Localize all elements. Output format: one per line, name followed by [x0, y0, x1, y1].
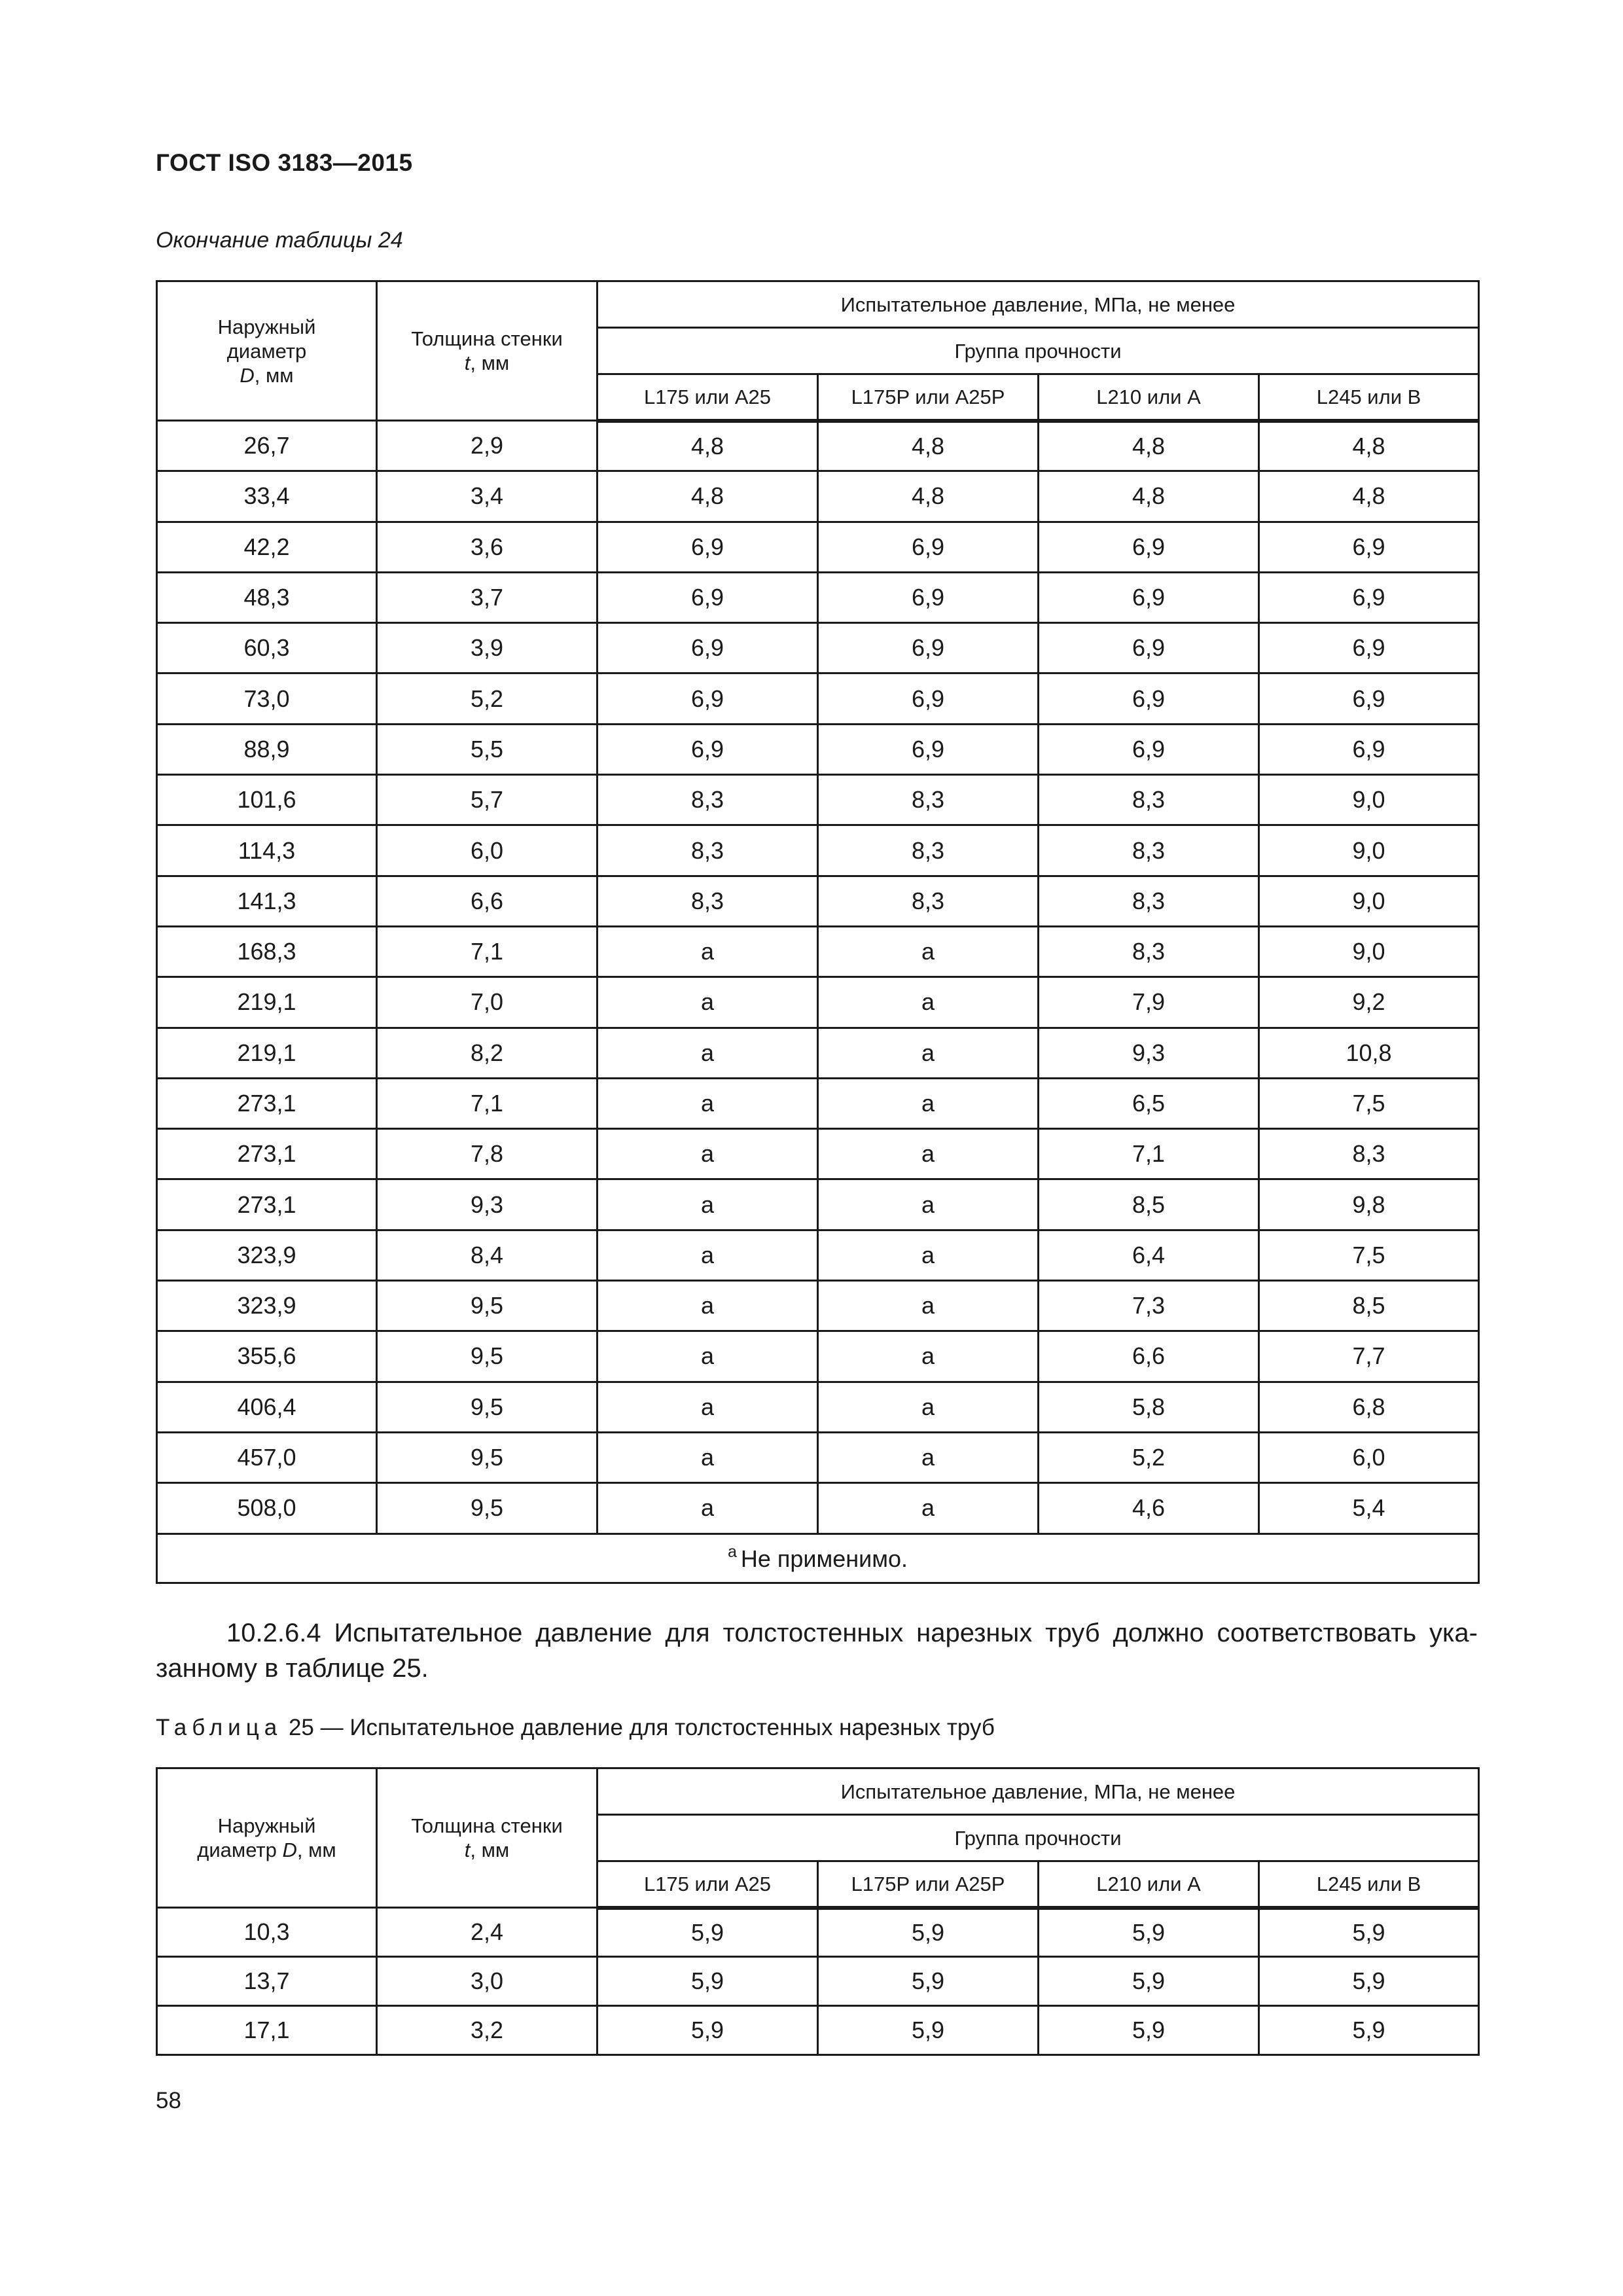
cell-thickness: 2,9 — [377, 421, 597, 471]
cell-pressure: 5,9 — [597, 2006, 818, 2055]
paragraph-10-2-6-4: 10.2.6.4 Испытательное давление для толстостенных нарезных труб должно соответствовать ука-занному в таблице 25. — [156, 1619, 1478, 1683]
cell-pressure: 6,9 — [597, 522, 818, 572]
table-row — [157, 421, 1479, 471]
cell-diameter: 114,3 — [157, 825, 377, 876]
column-header-diameter: Наружный диаметр D, мм — [157, 281, 377, 421]
cell-pressure: a — [818, 1432, 1039, 1482]
cell-pressure: 5,9 — [597, 1957, 818, 2006]
cell-pressure: 7,7 — [1259, 1331, 1479, 1382]
cell-thickness: 2,4 — [377, 1908, 597, 1957]
cell-pressure: 7,9 — [1039, 977, 1259, 1028]
cell-pressure: a — [818, 977, 1039, 1028]
cell-diameter: 168,3 — [157, 926, 377, 977]
table-row — [157, 977, 1479, 1028]
cell-pressure: 8,3 — [1039, 926, 1259, 977]
cell-pressure: 8,5 — [1039, 1179, 1259, 1230]
cell-diameter: 457,0 — [157, 1432, 377, 1482]
table-row — [157, 2006, 1479, 2055]
cell-pressure: a — [818, 1230, 1039, 1280]
cell-pressure: 6,8 — [1259, 1382, 1479, 1432]
table-footnote-row — [157, 1534, 1479, 1583]
cell-pressure: a — [597, 1331, 818, 1382]
cell-diameter: 141,3 — [157, 876, 377, 926]
cell-pressure: 6,9 — [1259, 572, 1479, 622]
cell-diameter: 88,9 — [157, 724, 377, 774]
table-row — [157, 1179, 1479, 1230]
table-row — [157, 825, 1479, 876]
cell-pressure: 4,8 — [1039, 471, 1259, 522]
cell-pressure: a — [597, 1028, 818, 1078]
cell-pressure: a — [597, 1230, 818, 1280]
cell-pressure: 5,9 — [1259, 1908, 1479, 1957]
column-header-grade: L175P или A25P — [818, 1861, 1039, 1908]
cell-thickness: 9,5 — [377, 1331, 597, 1382]
cell-pressure: 7,1 — [1039, 1129, 1259, 1179]
cell-pressure: a — [597, 926, 818, 977]
cell-pressure: 6,9 — [1039, 522, 1259, 572]
cell-pressure: 9,0 — [1259, 775, 1479, 825]
table-25-caption-word: Таблица — [156, 1715, 283, 1740]
cell-pressure: 6,9 — [1039, 572, 1259, 622]
cell-pressure: 4,8 — [1259, 471, 1479, 522]
cell-pressure: a — [597, 1078, 818, 1128]
cell-pressure: 6,9 — [818, 623, 1039, 673]
cell-thickness: 6,6 — [377, 876, 597, 926]
cell-pressure: a — [818, 1028, 1039, 1078]
cell-pressure: 10,8 — [1259, 1028, 1479, 1078]
cell-pressure: 4,8 — [818, 471, 1039, 522]
cell-pressure: 6,9 — [597, 572, 818, 622]
cell-diameter: 33,4 — [157, 471, 377, 522]
table-row — [157, 1078, 1479, 1128]
table-24 — [156, 280, 1480, 1584]
cell-pressure: 5,2 — [1039, 1432, 1259, 1482]
cell-pressure: 6,9 — [1259, 623, 1479, 673]
cell-pressure: a — [818, 1179, 1039, 1230]
cell-pressure: 6,9 — [818, 673, 1039, 724]
table-row — [157, 876, 1479, 926]
cell-diameter: 273,1 — [157, 1078, 377, 1128]
cell-pressure: 8,3 — [1259, 1129, 1479, 1179]
cell-pressure: 6,9 — [1259, 522, 1479, 572]
cell-pressure: a — [818, 1281, 1039, 1331]
table-row — [157, 775, 1479, 825]
cell-pressure: a — [597, 1179, 818, 1230]
column-header-grade: L210 или A — [1039, 1861, 1259, 1908]
cell-pressure: a — [818, 1483, 1039, 1534]
cell-thickness: 9,5 — [377, 1432, 597, 1482]
cell-pressure: 5,9 — [1259, 1957, 1479, 2006]
cell-thickness: 5,7 — [377, 775, 597, 825]
cell-thickness: 7,0 — [377, 977, 597, 1028]
cell-diameter: 26,7 — [157, 421, 377, 471]
cell-pressure: 4,8 — [597, 421, 818, 471]
table-25-caption — [156, 1715, 995, 1741]
cell-pressure: 7,3 — [1039, 1281, 1259, 1331]
cell-pressure: 6,9 — [1039, 623, 1259, 673]
cell-pressure: 6,9 — [1039, 673, 1259, 724]
table-row — [157, 1230, 1479, 1280]
cell-pressure: 6,9 — [597, 724, 818, 774]
table-row — [157, 673, 1479, 724]
cell-pressure: 6,9 — [1259, 673, 1479, 724]
cell-pressure: 8,3 — [597, 876, 818, 926]
cell-diameter: 323,9 — [157, 1230, 377, 1280]
cell-diameter: 13,7 — [157, 1957, 377, 2006]
cell-pressure: 8,3 — [818, 825, 1039, 876]
cell-pressure: 6,9 — [1039, 724, 1259, 774]
table-row — [157, 724, 1479, 774]
column-header-diameter: Наружный диаметр D, мм — [157, 1768, 377, 1908]
table-24-header — [157, 281, 1479, 421]
column-header-grade: L175P или A25P — [818, 374, 1039, 421]
cell-diameter: 101,6 — [157, 775, 377, 825]
cell-pressure: 5,9 — [818, 1908, 1039, 1957]
cell-pressure: 5,9 — [1039, 1908, 1259, 1957]
cell-pressure: a — [597, 1432, 818, 1482]
cell-thickness: 9,5 — [377, 1382, 597, 1432]
cell-pressure: 4,8 — [1259, 421, 1479, 471]
cell-thickness: 9,5 — [377, 1281, 597, 1331]
cell-pressure: 9,8 — [1259, 1179, 1479, 1230]
cell-pressure: 8,3 — [818, 775, 1039, 825]
cell-pressure: 6,9 — [818, 522, 1039, 572]
cell-diameter: 42,2 — [157, 522, 377, 572]
cell-pressure: 8,3 — [1039, 876, 1259, 926]
cell-pressure: 8,3 — [597, 775, 818, 825]
cell-pressure: 5,9 — [1259, 2006, 1479, 2055]
cell-diameter: 406,4 — [157, 1382, 377, 1432]
cell-thickness: 8,2 — [377, 1028, 597, 1078]
cell-pressure: 6,0 — [1259, 1432, 1479, 1482]
table-24-continuation-caption: Окончание таблицы 24 — [156, 228, 403, 253]
cell-pressure: 5,9 — [1039, 1957, 1259, 2006]
cell-pressure: 8,3 — [597, 825, 818, 876]
column-header-test-pressure: Испытательное давление, МПа, не менее — [597, 1768, 1479, 1815]
table-25 — [156, 1767, 1480, 2056]
cell-diameter: 60,3 — [157, 623, 377, 673]
cell-pressure: a — [818, 926, 1039, 977]
cell-pressure: 6,6 — [1039, 1331, 1259, 1382]
cell-pressure: 5,9 — [818, 1957, 1039, 2006]
column-header-grade: L175 или A25 — [597, 374, 818, 421]
table-row — [157, 1331, 1479, 1382]
table-row — [157, 471, 1479, 522]
column-header-strength-group: Группа прочности — [597, 1815, 1479, 1861]
cell-pressure: 4,6 — [1039, 1483, 1259, 1534]
cell-pressure: a — [597, 1281, 818, 1331]
cell-thickness: 7,8 — [377, 1129, 597, 1179]
table-row — [157, 522, 1479, 572]
cell-thickness: 3,7 — [377, 572, 597, 622]
cell-pressure: 4,8 — [1039, 421, 1259, 471]
table-25-header — [157, 1768, 1479, 1908]
cell-pressure: 6,4 — [1039, 1230, 1259, 1280]
page-number: 58 — [156, 2088, 181, 2113]
cell-diameter: 219,1 — [157, 977, 377, 1028]
table-row — [157, 1281, 1479, 1331]
table-25-body — [157, 1908, 1479, 2055]
column-header-grade: L245 или B — [1259, 1861, 1479, 1908]
table-row — [157, 1129, 1479, 1179]
cell-diameter: 323,9 — [157, 1281, 377, 1331]
cell-pressure: a — [597, 1483, 818, 1534]
cell-pressure: 5,9 — [597, 1908, 818, 1957]
cell-pressure: 6,5 — [1039, 1078, 1259, 1128]
cell-pressure: 6,9 — [597, 673, 818, 724]
column-header-thickness: Толщина стенки t, мм — [377, 281, 597, 421]
cell-pressure: 5,9 — [1039, 2006, 1259, 2055]
cell-pressure: 5,8 — [1039, 1382, 1259, 1432]
cell-thickness: 5,5 — [377, 724, 597, 774]
table-row — [157, 1432, 1479, 1482]
table-row — [157, 1908, 1479, 1957]
column-header-grade: L175 или A25 — [597, 1861, 818, 1908]
table-row — [157, 926, 1479, 977]
cell-pressure: a — [597, 1382, 818, 1432]
cell-pressure: 9,0 — [1259, 876, 1479, 926]
cell-pressure: 6,9 — [1259, 724, 1479, 774]
cell-thickness: 9,5 — [377, 1483, 597, 1534]
cell-diameter: 73,0 — [157, 673, 377, 724]
cell-pressure: 7,5 — [1259, 1230, 1479, 1280]
cell-pressure: 6,9 — [818, 572, 1039, 622]
cell-pressure: 9,0 — [1259, 926, 1479, 977]
cell-pressure: 9,3 — [1039, 1028, 1259, 1078]
cell-thickness: 6,0 — [377, 825, 597, 876]
cell-pressure: a — [597, 1129, 818, 1179]
cell-pressure: a — [818, 1331, 1039, 1382]
cell-pressure: 5,4 — [1259, 1483, 1479, 1534]
cell-pressure: 6,9 — [818, 724, 1039, 774]
cell-pressure: a — [818, 1382, 1039, 1432]
cell-diameter: 17,1 — [157, 2006, 377, 2055]
cell-diameter: 355,6 — [157, 1331, 377, 1382]
cell-pressure: 8,3 — [1039, 775, 1259, 825]
column-header-test-pressure: Испытательное давление, МПа, не менее — [597, 281, 1479, 328]
table-row — [157, 623, 1479, 673]
table-25-caption-text: 25 — Испытательное давление для толстостенных нарезных труб — [288, 1715, 995, 1740]
cell-pressure: 9,0 — [1259, 825, 1479, 876]
cell-thickness: 3,4 — [377, 471, 597, 522]
table-row — [157, 1957, 1479, 2006]
cell-pressure: 5,9 — [818, 2006, 1039, 2055]
column-header-strength-group: Группа прочности — [597, 328, 1479, 374]
cell-pressure: 4,8 — [818, 421, 1039, 471]
column-header-grade: L210 или A — [1039, 374, 1259, 421]
footnote-text: Не применимо. — [740, 1545, 908, 1572]
cell-thickness: 5,2 — [377, 673, 597, 724]
cell-diameter: 508,0 — [157, 1483, 377, 1534]
cell-pressure: 7,5 — [1259, 1078, 1479, 1128]
table-footnote — [157, 1534, 1479, 1583]
cell-diameter: 48,3 — [157, 572, 377, 622]
table-row — [157, 1382, 1479, 1432]
column-header-grade: L245 или B — [1259, 374, 1479, 421]
cell-pressure: 9,2 — [1259, 977, 1479, 1028]
cell-diameter: 273,1 — [157, 1179, 377, 1230]
cell-pressure: 8,5 — [1259, 1281, 1479, 1331]
cell-pressure: 8,3 — [1039, 825, 1259, 876]
column-header-thickness: Толщина стенки t, мм — [377, 1768, 597, 1908]
cell-pressure: 6,9 — [597, 623, 818, 673]
cell-diameter: 10,3 — [157, 1908, 377, 1957]
footnote-marker: a — [727, 1542, 737, 1561]
table-24-body — [157, 421, 1479, 1583]
cell-thickness: 3,2 — [377, 2006, 597, 2055]
table-row — [157, 572, 1479, 622]
cell-thickness: 9,3 — [377, 1179, 597, 1230]
cell-thickness: 3,0 — [377, 1957, 597, 2006]
cell-thickness: 8,4 — [377, 1230, 597, 1280]
cell-diameter: 273,1 — [157, 1129, 377, 1179]
cell-thickness: 7,1 — [377, 1078, 597, 1128]
cell-pressure: 4,8 — [597, 471, 818, 522]
table-row — [157, 1028, 1479, 1078]
cell-pressure: 8,3 — [818, 876, 1039, 926]
cell-pressure: a — [818, 1129, 1039, 1179]
document-code-header: ГОСТ ISO 3183—2015 — [156, 149, 413, 176]
cell-diameter: 219,1 — [157, 1028, 377, 1078]
cell-thickness: 3,6 — [377, 522, 597, 572]
cell-thickness: 3,9 — [377, 623, 597, 673]
table-row — [157, 1483, 1479, 1534]
cell-pressure: a — [818, 1078, 1039, 1128]
cell-pressure: a — [597, 977, 818, 1028]
cell-thickness: 7,1 — [377, 926, 597, 977]
